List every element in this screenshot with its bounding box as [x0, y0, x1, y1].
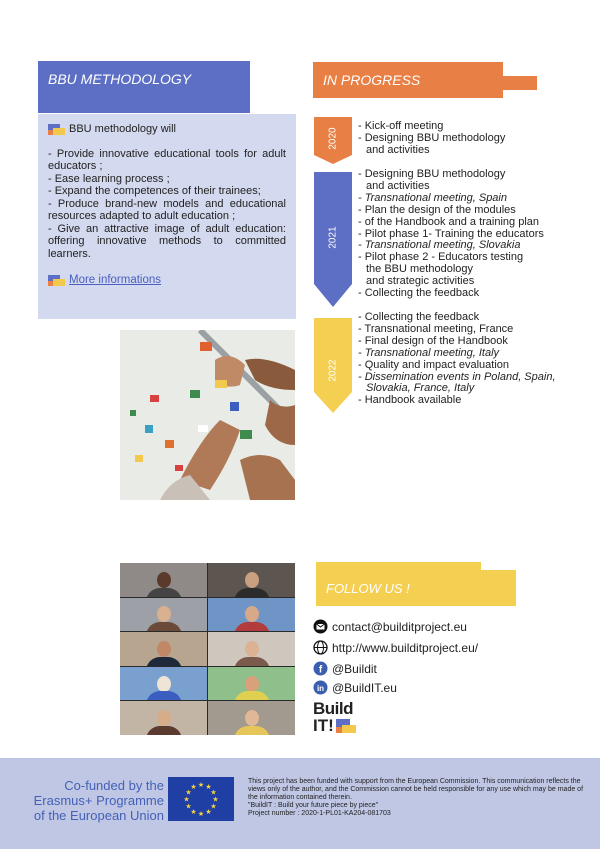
buildit-mini-logo-icon [48, 124, 65, 135]
progress-header-text: IN PROGRESS [323, 72, 421, 88]
year-label-2020: 2020 [327, 126, 339, 150]
timeline-item: - Handbook available [358, 394, 462, 407]
participant-tile [208, 701, 295, 735]
timeline-item: - Plan the design of the modules [358, 203, 516, 216]
methodology-box [38, 114, 296, 319]
svg-text:★: ★ [190, 808, 197, 816]
methodology-bullet: - Produce brand-new models and educational resources adapted to adult education ; [48, 197, 286, 222]
participant-tile [120, 598, 207, 632]
timeline-item: - Designing BBU methodology [358, 131, 506, 144]
timeline-item: - Dissemination events in Poland, Spain, [358, 370, 556, 383]
timeline-item: - Quality and impact evaluation [358, 358, 510, 371]
footer [0, 758, 600, 849]
more-info-link-text[interactable]: More informations [69, 274, 162, 286]
logo-blocks-icon [336, 719, 356, 733]
timeline-item: and strategic activities [366, 275, 475, 288]
timeline-item: the BBU methodology [366, 263, 474, 276]
svg-text:f: f [318, 664, 323, 676]
methodology-header-text: BBU METHODOLOGY [48, 71, 192, 87]
methodology-bullet: - Expand the competences of their trainees; [48, 185, 261, 197]
timeline-item: Slovakia, France, Italy [366, 382, 475, 395]
email-text[interactable]: contact@builditproject.eu [332, 619, 467, 634]
methodology-header [38, 61, 250, 97]
methodology-bullet: - Give an attractive image of adult education: offering innovative methods to committed learners. [48, 222, 286, 260]
video-meeting-photo [120, 563, 295, 735]
project-number-text: Project number : 2020-1-PL01-KA204-081703 [248, 810, 391, 817]
year-label-2022: 2022 [327, 359, 339, 382]
timeline-item: - Pilot phase 1- Training the educators [358, 227, 544, 240]
disclaimer-text: This project has been funded with support from the European Commission. This communication reflects the views only of the author, and the Commission cannot be held responsible for any use which may be made of the information contained therein. [248, 778, 584, 801]
timeline-2022-list [358, 312, 588, 407]
progress-header [313, 62, 503, 98]
timeline-item: - Collecting the feedback [358, 311, 480, 323]
svg-text:★: ★ [183, 795, 190, 804]
timeline-item: - of the Handbook and a training plan [358, 215, 540, 228]
svg-text:★: ★ [210, 788, 217, 797]
participant-tile [208, 563, 295, 597]
timeline-item: - Final design of the Handbook [358, 334, 508, 347]
svg-text:★: ★ [185, 802, 192, 811]
buildit-mini-logo-icon [48, 275, 65, 286]
participant-tile [120, 667, 207, 701]
contact-facebook[interactable] [313, 661, 377, 676]
timeline-item: - Transnational meeting, France [358, 322, 514, 335]
lego-photo-illustration [120, 330, 295, 500]
contact-website[interactable] [313, 640, 478, 655]
eu-stars-icon [168, 777, 234, 821]
website-text[interactable]: http://www.builditproject.eu/ [332, 640, 479, 655]
svg-text:★: ★ [210, 802, 217, 811]
timeline-2021-list [358, 169, 588, 300]
buildit-logo [313, 700, 373, 740]
progress-header-extension [503, 76, 537, 90]
year-label-2021: 2021 [327, 225, 339, 249]
svg-text:★: ★ [205, 808, 212, 816]
svg-text:★: ★ [197, 810, 205, 818]
linkedin-text[interactable]: @BuildIT.eu [332, 680, 397, 695]
svg-text:★: ★ [190, 783, 197, 791]
timeline-item: - Collecting the feedback [358, 287, 480, 300]
timeline-item: - Transnational meeting, Spain [358, 191, 507, 204]
timeline-item: - Transnational meeting, Italy [358, 346, 500, 359]
participant-tile [120, 632, 207, 666]
svg-text:★: ★ [185, 788, 192, 797]
timeline-item: - Transnational meeting, Slovakia [358, 239, 521, 252]
follow-header-text: FOLLOW US ! [326, 580, 410, 596]
svg-text:in: in [316, 684, 325, 693]
methodology-intro [48, 123, 286, 136]
year-arrow-2021 [314, 172, 352, 307]
methodology-bullet: - Provide innovative educational tools for adult educators ; [48, 147, 286, 172]
svg-text:★: ★ [205, 783, 212, 791]
timeline-2020-list [358, 121, 588, 157]
logo-line-1: Build [313, 699, 353, 718]
eu-flag-icon [168, 777, 234, 821]
contact-linkedin[interactable] [313, 680, 397, 695]
more-info-link[interactable] [48, 274, 286, 287]
facebook-icon [313, 661, 328, 676]
facebook-text[interactable]: @Buildit [332, 661, 377, 676]
methodology-intro-text: BBU methodology will [69, 123, 176, 135]
participant-tile [208, 667, 295, 701]
participant-tile [120, 701, 207, 735]
tagline-text: "BuildIT : Build your future piece by piece" [248, 802, 379, 809]
participant-tile [208, 598, 295, 632]
email-icon [313, 619, 328, 634]
timeline-item: and activities [366, 179, 430, 192]
methodology-bullet: - Ease learning process ; [48, 172, 170, 185]
timeline-item: and activities [366, 143, 430, 156]
timeline-item: - Kick-off meeting [358, 120, 444, 132]
year-arrow-2022 [314, 318, 352, 413]
lego-workshop-photo [120, 330, 295, 500]
cofunded-text: Co-funded by the Erasmus+ Programme of the European Union [33, 778, 164, 823]
disclaimer [248, 778, 588, 818]
svg-text:★: ★ [197, 781, 205, 789]
logo-line-2: IT! [313, 716, 334, 735]
globe-icon [313, 640, 328, 655]
linkedin-icon [313, 680, 328, 695]
svg-text:★: ★ [212, 795, 219, 804]
follow-header [316, 570, 516, 606]
year-arrow-2020 [314, 117, 352, 164]
participant-tile [120, 563, 207, 597]
timeline-item: - Pilot phase 2 - Educators testing [358, 251, 524, 264]
participant-tile [208, 632, 295, 666]
contact-email[interactable] [313, 619, 467, 634]
timeline-item: - Designing BBU methodology [358, 168, 506, 180]
